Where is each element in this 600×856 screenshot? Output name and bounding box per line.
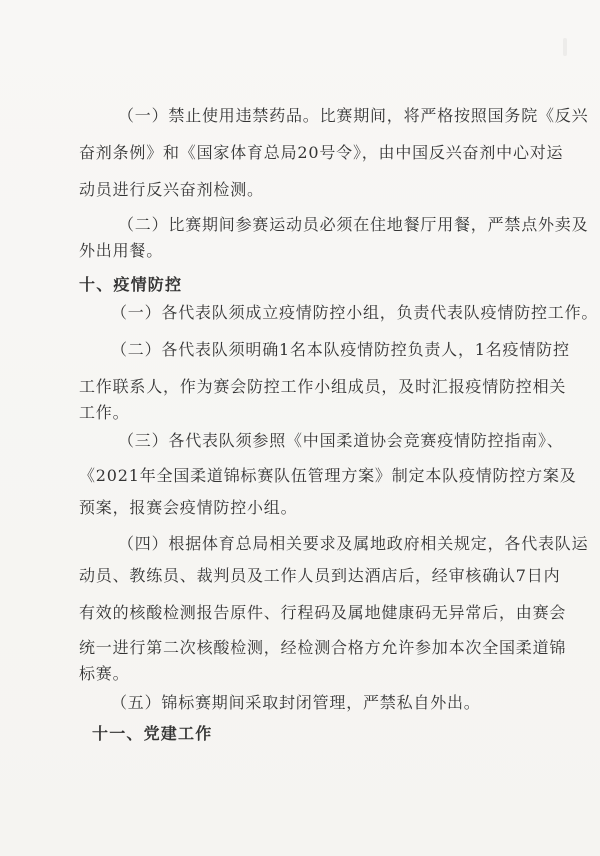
doping-rule-line-3: 动员进行反兴奋剂检测。: [79, 180, 264, 199]
epidemic-rule-4-line-5: 标赛。: [79, 664, 130, 683]
meal-rule-line-2: 外出用餐。: [79, 241, 164, 260]
scan-mark: [563, 38, 567, 56]
epidemic-rule-4-line-1: （四）根据体育总局相关要求及属地政府相关规定，各代表队运: [118, 534, 589, 553]
doping-rule-line-2: 奋剂条例》和《国家体育总局20号令》，由中国反兴奋剂中心对运: [79, 143, 564, 162]
section-heading-epidemic-control: 十、疫情防控: [79, 275, 183, 294]
epidemic-rule-4-line-2: 动员、教练员、裁判员及工作人员到达酒店后，经审核确认7日内: [79, 566, 561, 585]
epidemic-rule-5: （五）锦标赛期间采取封闭管理，严禁私自外出。: [111, 693, 481, 712]
section-heading-party-building: 十一、党建工作: [92, 724, 213, 743]
doping-rule-line-1: （一）禁止使用违禁药品。比赛期间，将严格按照国务院《反兴: [118, 106, 589, 125]
epidemic-rule-3-line-3: 预案，报赛会疫情防控小组。: [79, 498, 298, 517]
epidemic-rule-4-line-3: 有效的核酸检测报告原件、行程码及属地健康码无异常后，由赛会: [79, 603, 567, 622]
epidemic-rule-1: （一）各代表队须成立疫情防控小组，负责代表队疫情防控工作。: [111, 303, 599, 322]
epidemic-rule-2-line-2: 工作联系人，作为赛会防控工作小组成员，及时汇报疫情防控相关: [79, 377, 567, 396]
epidemic-rule-3-line-2: 《2021年全国柔道锦标赛队伍管理方案》制定本队疫情防控方案及: [79, 466, 577, 485]
epidemic-rule-2-line-1: （二）各代表队须明确1名本队疫情防控负责人，1名疫情防控: [111, 340, 570, 359]
epidemic-rule-4-line-4: 统一进行第二次核酸检测，经检测合格方允许参加本次全国柔道锦: [79, 638, 567, 657]
meal-rule-line-1: （二）比赛期间参赛运动员必须在住地餐厅用餐，严禁点外卖及: [118, 215, 589, 234]
epidemic-rule-2-line-3: 工作。: [79, 403, 130, 422]
epidemic-rule-3-line-1: （三）各代表队须参照《中国柔道协会竞赛疫情防控指南》、: [118, 431, 564, 450]
